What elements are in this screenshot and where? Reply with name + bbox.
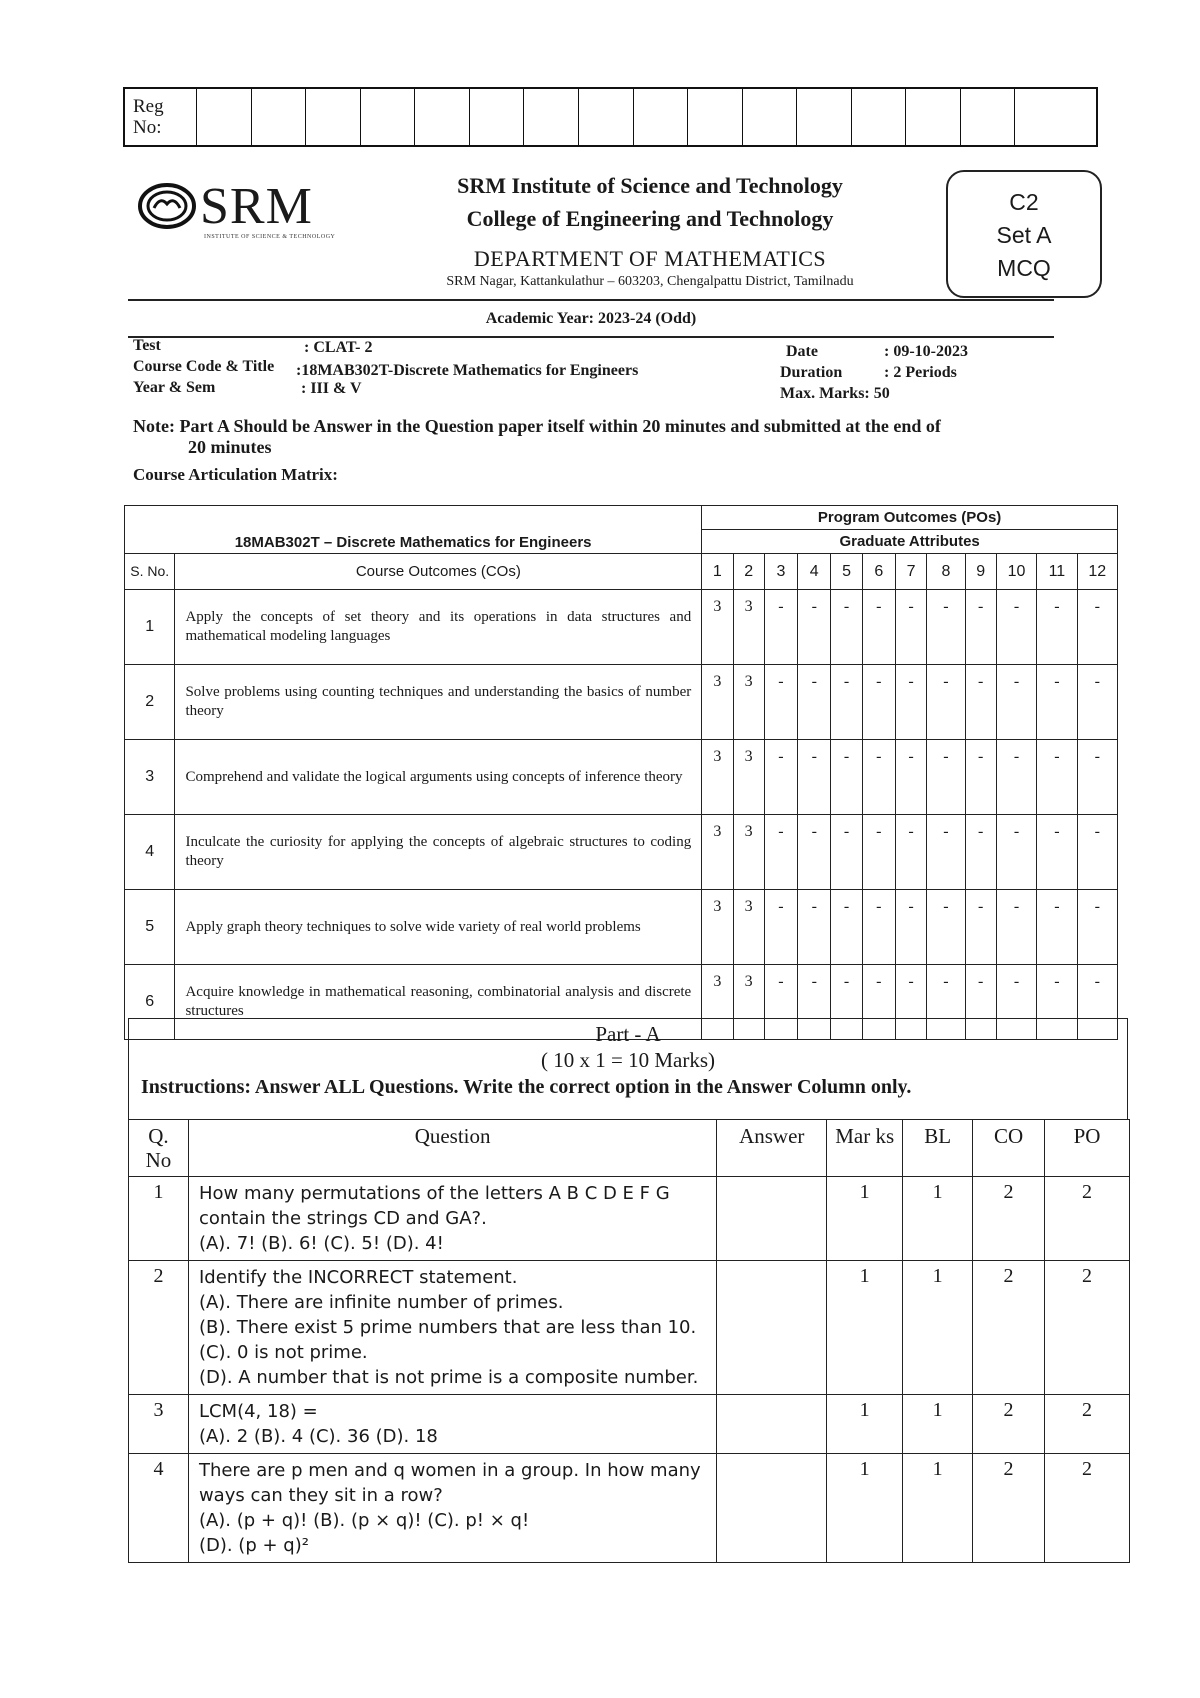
po-value: - <box>798 815 831 890</box>
part-a-title: Part - A <box>595 1022 661 1046</box>
po-number: 1 <box>702 554 733 590</box>
po-number: 2 <box>733 554 764 590</box>
question-line: (D). A number that is not prime is a composite number. <box>198 1367 699 1388</box>
set-box <box>946 170 1102 298</box>
reg-cell[interactable] <box>688 88 743 146</box>
question-bl: 1 <box>903 1454 973 1563</box>
po-value: - <box>798 590 831 665</box>
po-value: - <box>862 740 895 815</box>
question-line: (A). (p + q)! (B). (p × q)! (C). p! × q! <box>198 1510 530 1531</box>
logo-wordmark: SRM <box>200 178 313 235</box>
srm-logo <box>138 178 353 242</box>
duration-value: : 2 Periods <box>884 364 957 381</box>
po-value: - <box>798 665 831 740</box>
co-description: Apply graph theory techniques to solve wide variety of real world problems <box>175 890 702 965</box>
question-po: 2 <box>1045 1177 1130 1261</box>
question-marks: 1 <box>827 1177 903 1261</box>
co-sno: 2 <box>125 665 175 740</box>
po-value: - <box>895 965 926 1040</box>
question-po: 2 <box>1045 1395 1130 1454</box>
bl-header: BL <box>903 1120 973 1177</box>
po-value: - <box>764 965 797 1040</box>
po-value: - <box>996 740 1036 815</box>
po-number: 9 <box>965 554 996 590</box>
po-number: 4 <box>798 554 831 590</box>
co-row <box>125 590 1118 665</box>
co-description: Acquire knowledge in mathematical reasoning, combinatorial analysis and discrete structures <box>175 965 702 1040</box>
co-description: Inculcate the curiosity for applying the concepts of algebraic structures to coding theory <box>175 815 702 890</box>
po-value: - <box>996 590 1036 665</box>
po-value: - <box>1077 965 1117 1040</box>
po-value: - <box>1077 815 1117 890</box>
question-line: (C). 0 is not prime. <box>198 1342 368 1363</box>
po-value: 3 <box>702 590 733 665</box>
po-value: - <box>764 665 797 740</box>
po-value: - <box>764 815 797 890</box>
po-value: - <box>895 890 926 965</box>
duration-label: Duration <box>780 364 843 381</box>
po-value: - <box>965 665 996 740</box>
reg-cell[interactable] <box>578 88 633 146</box>
question-line: (B). There exist 5 prime numbers that are less than 10. <box>198 1317 697 1338</box>
question-number: 4 <box>129 1454 189 1563</box>
po-value: - <box>831 815 862 890</box>
reg-cell[interactable] <box>251 88 306 146</box>
po-value: - <box>895 815 926 890</box>
po-number: 5 <box>831 554 862 590</box>
question-header: Question <box>188 1120 716 1177</box>
question-bl: 1 <box>903 1177 973 1261</box>
po-value: - <box>1077 740 1117 815</box>
question-co: 2 <box>973 1177 1045 1261</box>
question-line: contain the strings CD and GA?. <box>198 1208 487 1229</box>
question-line: There are p men and q women in a group. In how many <box>198 1460 701 1481</box>
co-sno: 4 <box>125 815 175 890</box>
co-description: Solve problems using counting techniques and understanding the basics of number theory <box>175 665 702 740</box>
questions-table <box>128 1119 1130 1563</box>
po-value: 3 <box>702 890 733 965</box>
po-value: - <box>965 965 996 1040</box>
po-number: 11 <box>1037 554 1077 590</box>
po-value: - <box>862 590 895 665</box>
po-value: 3 <box>702 740 733 815</box>
po-value: - <box>895 740 926 815</box>
po-value: 3 <box>733 965 764 1040</box>
sno-header: S. No. <box>125 554 175 590</box>
set-type: MCQ <box>997 255 1051 281</box>
date-label: Date <box>786 343 818 360</box>
ga-header: Graduate Attributes <box>702 530 1118 554</box>
po-value: - <box>965 890 996 965</box>
college-name: College of Engineering and Technology <box>466 206 834 231</box>
reg-cell[interactable] <box>851 88 906 146</box>
po-value: - <box>895 665 926 740</box>
matrix-course-title: 18MAB302T – Discrete Mathematics for Engineers <box>125 506 702 554</box>
co-row <box>125 815 1118 890</box>
po-value: - <box>1037 665 1077 740</box>
question-marks: 1 <box>827 1454 903 1563</box>
set-code: C2 <box>1009 189 1039 215</box>
max-marks: Max. Marks: 50 <box>780 385 890 402</box>
part-a-marks: ( 10 x 1 = 10 Marks) <box>541 1048 715 1072</box>
po-value: - <box>831 965 862 1040</box>
po-value: 3 <box>702 965 733 1040</box>
po-number: 7 <box>895 554 926 590</box>
po-value: - <box>996 665 1036 740</box>
question-bl: 1 <box>903 1395 973 1454</box>
po-value: - <box>831 590 862 665</box>
po-value: - <box>1037 815 1077 890</box>
po-value: - <box>862 815 895 890</box>
address: SRM Nagar, Kattankulathur – 603203, Chengalpattu District, Tamilnadu <box>446 274 854 289</box>
question-text <box>188 1454 716 1563</box>
question-co: 2 <box>973 1261 1045 1395</box>
po-value: 3 <box>733 665 764 740</box>
po-value: - <box>996 815 1036 890</box>
reg-no-box <box>123 87 1098 147</box>
part-a-header <box>128 1018 1128 1119</box>
co-description: Apply the concepts of set theory and its operations in data structures and mathematical modeling languages <box>175 590 702 665</box>
po-value: 3 <box>702 815 733 890</box>
reg-cell[interactable] <box>797 88 852 146</box>
question-marks: 1 <box>827 1261 903 1395</box>
po-value: - <box>1037 590 1077 665</box>
course-articulation-matrix <box>124 505 1118 1040</box>
po-number: 10 <box>996 554 1036 590</box>
po-value: - <box>831 665 862 740</box>
co-sno: 3 <box>125 740 175 815</box>
po-value: - <box>927 740 965 815</box>
part-a-instructions: Instructions: Answer ALL Questions. Write the correct option in the Answer Column only. <box>141 1076 912 1098</box>
matrix-title: Course Articulation Matrix: <box>133 465 338 484</box>
po-number: 12 <box>1077 554 1117 590</box>
question-line: (D). (p + q)² <box>198 1535 309 1556</box>
question-line: (A). There are infinite number of primes. <box>198 1292 564 1313</box>
note-line-2: 20 minutes <box>188 437 272 457</box>
po-value: - <box>927 890 965 965</box>
answer-header: Answer <box>717 1120 827 1177</box>
po-value: - <box>764 740 797 815</box>
co-sno: 5 <box>125 890 175 965</box>
po-value: 3 <box>733 740 764 815</box>
reg-cell[interactable] <box>415 88 470 146</box>
co-col-header: CO <box>973 1120 1045 1177</box>
co-row <box>125 890 1118 965</box>
reg-no-label: Reg No: <box>124 88 197 146</box>
po-value: - <box>798 965 831 1040</box>
po-value: - <box>764 890 797 965</box>
po-value: - <box>927 965 965 1040</box>
co-sno: 6 <box>125 965 175 1040</box>
srm-emblem-icon <box>138 182 196 230</box>
po-value: - <box>1077 890 1117 965</box>
reg-cell[interactable] <box>197 88 252 146</box>
co-row <box>125 740 1118 815</box>
po-value: - <box>927 815 965 890</box>
qno-header: Q. No <box>129 1120 189 1177</box>
question-line: (A). 7! (B). 6! (C). 5! (D). 4! <box>198 1233 444 1254</box>
question-line: ways can they sit in a row? <box>198 1485 443 1506</box>
question-line: Identify the INCORRECT statement. <box>198 1267 518 1288</box>
academic-divider <box>128 336 1054 338</box>
question-number: 2 <box>129 1261 189 1395</box>
question-row <box>129 1261 1130 1395</box>
question-co: 2 <box>973 1454 1045 1563</box>
question-number: 3 <box>129 1395 189 1454</box>
co-row <box>125 665 1118 740</box>
reg-cell[interactable] <box>906 88 961 146</box>
co-description: Comprehend and validate the logical arguments using concepts of inference theory <box>175 740 702 815</box>
set-name: Set A <box>996 222 1052 248</box>
reg-cell[interactable] <box>524 88 579 146</box>
answer-cell[interactable] <box>717 1454 827 1563</box>
question-row <box>129 1177 1130 1261</box>
po-value: 3 <box>702 665 733 740</box>
po-value: 3 <box>733 890 764 965</box>
logo-tagline: INSTITUTE OF SCIENCE & TECHNOLOGY <box>204 234 336 240</box>
question-line: (A). 2 (B). 4 (C). 36 (D). 18 <box>198 1426 438 1447</box>
po-value: - <box>1037 965 1077 1040</box>
po-value: - <box>965 740 996 815</box>
reg-cell[interactable] <box>1015 88 1097 146</box>
answer-cell[interactable] <box>717 1177 827 1261</box>
test-value: : CLAT- 2 <box>304 339 373 356</box>
date-value: : 09-10-2023 <box>884 343 968 360</box>
co-sno: 1 <box>125 590 175 665</box>
po-value: - <box>1077 665 1117 740</box>
institution-name: SRM Institute of Science and Technology <box>457 173 843 198</box>
po-value: 3 <box>733 590 764 665</box>
question-row <box>129 1454 1130 1563</box>
reg-cell[interactable] <box>633 88 688 146</box>
question-line: How many permutations of the letters A B C D E F G <box>198 1183 670 1204</box>
question-bl: 1 <box>903 1261 973 1395</box>
question-co: 2 <box>973 1395 1045 1454</box>
academic-year: Academic Year: 2023-24 (Odd) <box>485 310 697 327</box>
course-label: Course Code & Title <box>133 358 275 375</box>
po-value: - <box>862 665 895 740</box>
po-number: 8 <box>927 554 965 590</box>
question-marks: 1 <box>827 1395 903 1454</box>
po-value: - <box>996 890 1036 965</box>
note-line-1: Note: Part A Should be Answer in the Question paper itself within 20 minutes and submitted at the end of <box>133 416 941 436</box>
po-value: - <box>798 740 831 815</box>
test-label: Test <box>133 337 161 354</box>
po-value: 3 <box>733 815 764 890</box>
po-value: - <box>1037 740 1077 815</box>
year-label: Year & Sem <box>133 379 216 396</box>
department-name: DEPARTMENT OF MATHEMATICS <box>473 246 827 271</box>
po-value: - <box>1077 590 1117 665</box>
po-value: - <box>895 590 926 665</box>
reg-cell[interactable] <box>960 88 1015 146</box>
po-value: - <box>831 740 862 815</box>
co-header: Course Outcomes (COs) <box>175 554 702 590</box>
po-value: - <box>862 965 895 1040</box>
reg-cell[interactable] <box>742 88 797 146</box>
po-value: - <box>965 815 996 890</box>
po-value: - <box>927 590 965 665</box>
answer-cell[interactable] <box>717 1395 827 1454</box>
po-value: - <box>1037 890 1077 965</box>
po-col-header: PO <box>1045 1120 1130 1177</box>
question-line: LCM(4, 18) = <box>198 1401 318 1422</box>
course-value: :18MAB302T-Discrete Mathematics for Engineers <box>296 362 639 379</box>
po-header: Program Outcomes (POs) <box>702 506 1118 530</box>
po-value: - <box>798 890 831 965</box>
po-value: - <box>965 590 996 665</box>
reg-cell[interactable] <box>469 88 524 146</box>
po-value: - <box>831 890 862 965</box>
po-value: - <box>927 665 965 740</box>
po-value: - <box>996 965 1036 1040</box>
question-text <box>188 1177 716 1261</box>
po-value: - <box>862 890 895 965</box>
question-row <box>129 1395 1130 1454</box>
question-number: 1 <box>129 1177 189 1261</box>
question-po: 2 <box>1045 1454 1130 1563</box>
reg-cell[interactable] <box>360 88 415 146</box>
po-value: - <box>764 590 797 665</box>
question-text <box>188 1261 716 1395</box>
po-number: 3 <box>764 554 797 590</box>
question-text <box>188 1395 716 1454</box>
reg-cell[interactable] <box>306 88 361 146</box>
po-number: 6 <box>862 554 895 590</box>
question-po: 2 <box>1045 1261 1130 1395</box>
answer-cell[interactable] <box>717 1261 827 1395</box>
marks-header: Mar ks <box>827 1120 903 1177</box>
header-divider <box>128 299 1054 301</box>
year-value: : III & V <box>301 380 362 397</box>
